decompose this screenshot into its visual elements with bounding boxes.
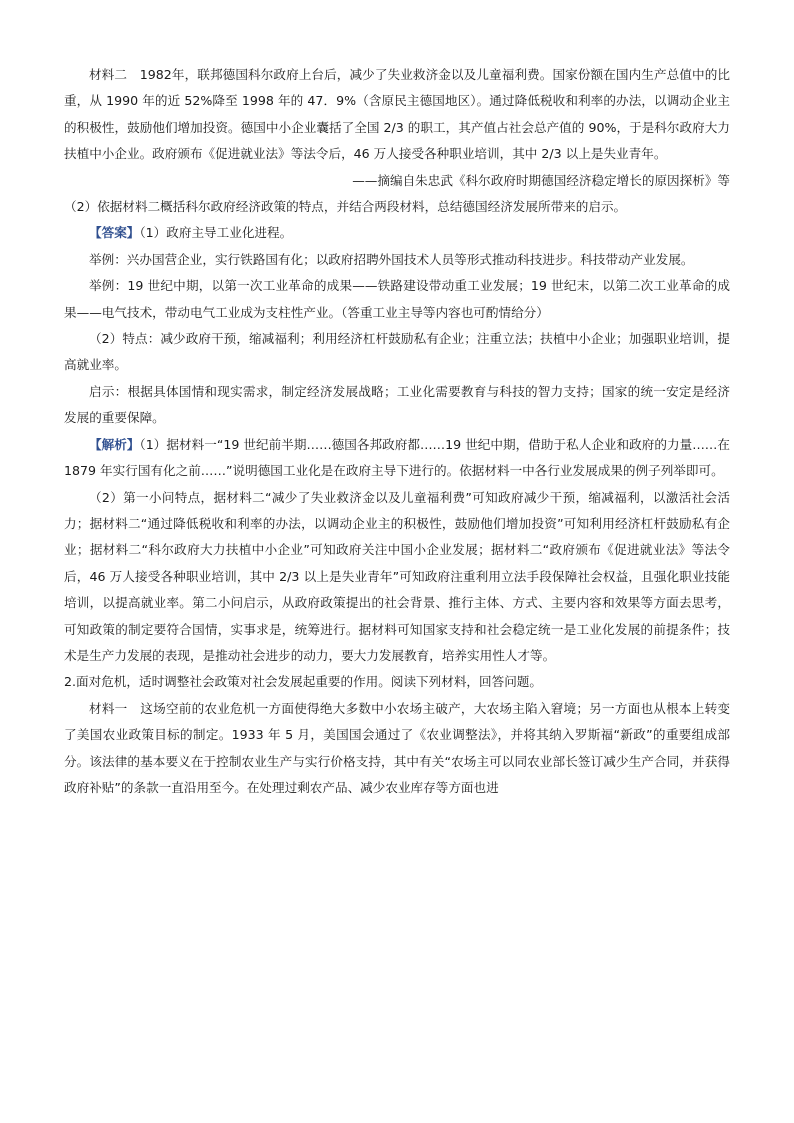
- answer-paragraph-2: （2）特点：减少政府干预，缩减福利；利用经济杠杆鼓励私有企业；注重立法；扶植中小企业；加强职业培训，提高就业率。: [64, 331, 730, 373]
- question-two-prompt: （2）依据材料二概括科尔政府经济政策的特点，并结合两段材料，总结德国经济发展所带来的启示。: [64, 199, 627, 215]
- source-citation: ——摘编自朱忠武《科尔政府时期德国经济稳定增长的原因探析》等: [352, 172, 730, 188]
- document-body: [64, 62, 730, 801]
- analysis-paragraph-2: （2）第一小问特点，据材料二“减少了失业救济金以及儿童福利费”可知政府减少干预，缩减福利，以激活社会活力；据材料二“通过降低税收和利率的办法，以调动企业主的积极性，鼓励他们增加投资”可知利用经济杠杆鼓励私有企业；据材料二“科尔政府大力扶植中小企业”可知政府关注中国小企业发展；据材料二“政府颁布《促进就业法》等法令后，46 万人接受各种职业培训，其中 2/3 以上是失业青年”可知政府注重利用立法手段保障社会权益，且强化职业技能培训，以提高就业率。第二小问启示，从政府政策提出的社会背景、推行主体、方式、主要内容和效果等方面去思考，可知政策的制定要符合国情，实事求是，统筹进行。据材料可知国家支持和社会稳定统一是工业化发展的前提条件；技术是生产力发展的表现，是推动社会进步的动力，要大力发展教育，培养实用性人才等。: [64, 489, 730, 663]
- answer-tag: 【答案】: [89, 225, 140, 241]
- answer-part-1: （1）政府主导工业化进程。: [139, 225, 293, 241]
- analysis-paragraph-1: [64, 432, 730, 485]
- analysis-part-1: （1）据材料一“19 世纪前半期……德国各邦政府都……19 世纪中期，借助于私人企业和政府的力量……在 1879 年实行国有化之前……”说明德国工业化是在政府主导下进行的。依据材料一中各行业发展成果的例子列举即可。: [64, 436, 731, 479]
- analysis-tag: 【解析】: [89, 436, 140, 452]
- inspiration-paragraph: 启示：根据具体国情和现实需求，制定经济发展战略；工业化需要教育与科技的智力支持；国家的统一安定是经济发展的重要保障。: [64, 383, 730, 426]
- example-paragraph-1: 举例：兴办国营企业，实行铁路国有化；以政府招聘外国技术人员等形式推动科技进步。科技带动产业发展。: [89, 251, 694, 267]
- example-paragraph-2: 举例：19 世纪中期，以第一次工业革命的成果——铁路建设带动重工业发展；19 世纪末，以第二次工业革命的成果——电气技术，带动电气工业成为支柱性产业。（答重工业主导等内容也可酌情给分）: [64, 278, 730, 320]
- answer-paragraph-1: [64, 220, 730, 246]
- material-two-paragraph: 材料二 1982年，联邦德国科尔政府上台后，减少了失业救济金以及儿童福利费。国家份额在国内生产总值中的比重，从 1990 年的近 52%降至 1998 年的 47．9%（含原民主德国地区）。通过降低税收和利率的办法，以调动企业主的积极性，鼓励他们增加投资。德国中小企业囊括了全国 2/3 的职工，其产值占社会总产值的 90%，于是科尔政府大力扶植中小企业。政府颁布《促进就业法》等法令后，46 万人接受各种职业培训，其中 2/3 以上是失业青年。: [64, 67, 730, 162]
- material-one-paragraph: 材料一 这场空前的农业危机一方面使得绝大多数中小农场主破产，大农场主陷入窘境；另一方面也从根本上转变了美国农业政策目标的制定。1933 年 5 月，美国国会通过了《农业调整法》，并将其纳入罗斯福“新政”的重要组成部分。该法律的基本要义在于控制农业生产与实行价格支持，其中有关“农场主可以同农业部长签订减少生产合同，并获得政府补贴”的条款一直沿用至今。在处理过剩农产品、减少农业库存等方面也进: [64, 700, 730, 795]
- question-2-heading: 2.面对危机，适时调整社会政策对社会发展起重要的作用。阅读下列材料，回答问题。: [64, 674, 542, 690]
